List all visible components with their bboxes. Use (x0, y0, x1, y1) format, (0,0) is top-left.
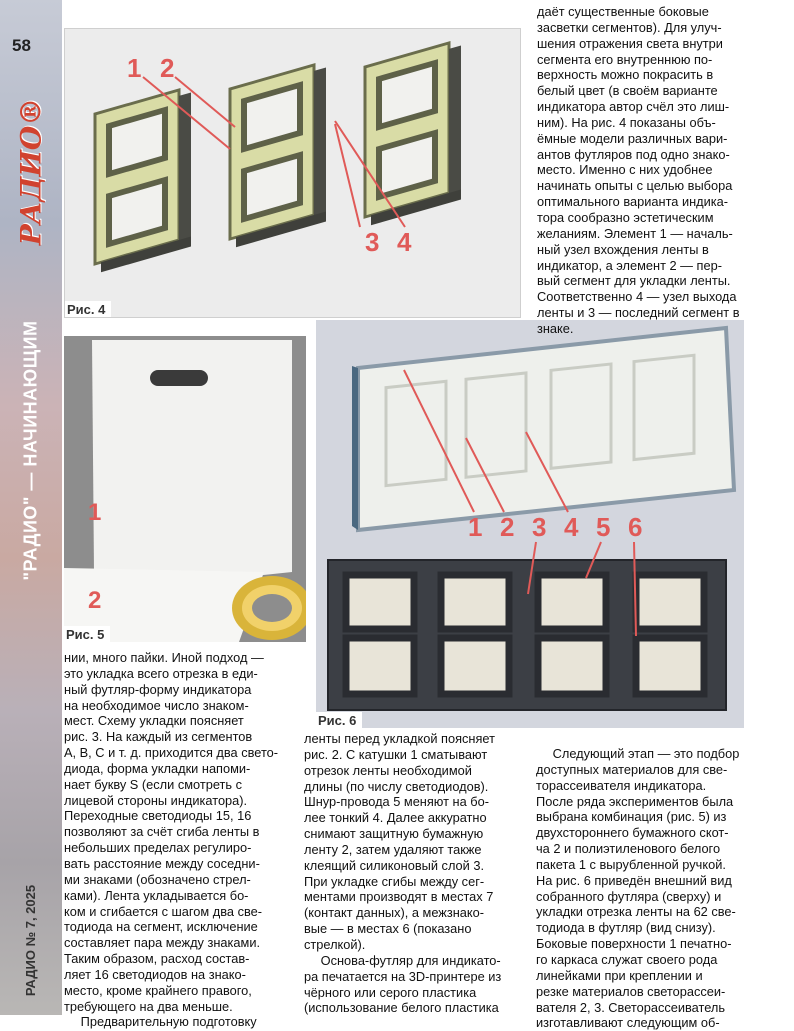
figure-4 (64, 28, 521, 318)
section-title: "РАДИО" — НАЧИНАЮЩИМ (20, 320, 41, 580)
figure-4-caption: Рис. 4 (65, 301, 111, 317)
fig5-number-2: 2 (88, 587, 102, 614)
text-column-3 (536, 746, 758, 1031)
figure-5 (64, 336, 306, 642)
sidebar (0, 0, 62, 1015)
fig4-number-4: 4 (397, 227, 412, 257)
figure-6 (316, 320, 744, 728)
text-top-right (537, 4, 759, 337)
fig4-number-2: 2 (160, 53, 175, 83)
issue-info: РАДИО № 7, 2025 (23, 884, 39, 996)
page-number: 58 (12, 36, 31, 55)
digit-case-2 (230, 61, 326, 249)
fig6-number-5: 5 (596, 512, 611, 542)
fig6-number-6: 6 (628, 512, 643, 542)
paragraph: Следующий этап — это подбор доступных материалов для све- торассеивателя индикатора. После ряда экспериментов была выбрана комбинация (рис. 5) из двухстороннего бумажного скот- ча 2 и полиэтиленового белого пакета 1 с вырубленной ручкой. На рис. 6 приведён внешний вид собранного футляра (сверху) и укладки отрезка ленты на 62 све- тодиода в футляр (вид снизу). Боковые поверхности 1 печатно- го каркаса служат своего рода линейками при креплении и резке материалов светорассеи- вателя 2, 3. Светорассеиватель изготавливают следующим об- (536, 746, 740, 1031)
fig5-number-1: 1 (88, 499, 102, 526)
paragraph: Основа-футляр для индикато- ра печатается на 3D-принтере из чёрного или серого пластика (использование белого пластика (304, 952, 502, 1016)
figure-4-image (65, 29, 520, 317)
fig4-number-3: 3 (365, 227, 380, 257)
fig4-number-1: 1 (127, 53, 142, 83)
paragraph: нии, много пайки. Иной подход — это укладка всего отрезка в еди- ный футляр-форму индикатора на необходимое число знаком- мест. Схему укладки поясняет рис. 3. На каждый из сегментов A, B, C и т. д. приходится два свето- диода, форма укладки напоми- нает букву S (если смотреть с лицевой стороны индикатора). Переходные светодиоды 15, 16 позволяют за счёт сгиба ленты в небольших пределах регулиро- вать расстояние между соседни- ми знаками (обозначено стрел- ками). Лента укладывается бо- ком и сгибается с шагом два све- тодиода на сегмент, исключение составляет пара между знаками. Таким образом, расход состав- ляет 16 светодиодов на знако- место, кроме крайнего правого, требующего на два меньше. (64, 650, 279, 1014)
fig6-number-2: 2 (500, 512, 515, 542)
paragraph: даёт существенные боковые засветки сегментов). Для улуч- шения отражения света внутри сегмента его внутреннюю по- верхность можно покрасить в белый цвет (в своём варианте индикатора автор счёл это лиш- ним). На рис. 4 показаны объ- ёмные модели различных вари- антов футляров под одно знако- место. Именно с них удобнее начинать опыты с целью выбора оптимального варианта индика- тора сообразно эстетическим желаниям. Элемент 1 — началь- ный узел вхождения ленты в индикатор, а элемент 2 — пер- вый сегмент для укладки ленты. Соответственно 4 — узел выхода ленты и 3 — последний сегмент в знаке. (537, 4, 740, 336)
figure-6-caption: Рис. 6 (316, 712, 362, 728)
text-column-1 (64, 650, 296, 1030)
fig6-number-3: 3 (532, 512, 547, 542)
paragraph: ленты перед укладкой поясняет рис. 2. С катушки 1 сматывают отрезок ленты необходимой длины (по числу светодиодов). Шнур-провода 5 меняют на бо- лее тонкий 4. Далее аккуратно снимают защитную бумажную ленту 2, затем удаляют также клеящий силиконовый слой 3. При укладке сгибы между сег- ментами производят в местах 7 (контакт данных), а межзнако- вые — в местах 6 (показано стрелкой). (304, 731, 495, 952)
digit-case-3 (365, 39, 461, 227)
fig6-number-1: 1 (468, 512, 483, 542)
figure-5-image (64, 336, 306, 642)
figure-5-caption: Рис. 5 (64, 626, 110, 642)
text-column-2 (304, 731, 524, 1016)
bag-handle (150, 370, 208, 386)
fig6-number-4: 4 (564, 512, 579, 542)
paragraph: Предварительную подготовку (80, 1014, 257, 1030)
radio-logo: РАДИО® (14, 97, 48, 245)
digit-case-1 (95, 86, 191, 274)
figure-6-image (316, 320, 744, 728)
